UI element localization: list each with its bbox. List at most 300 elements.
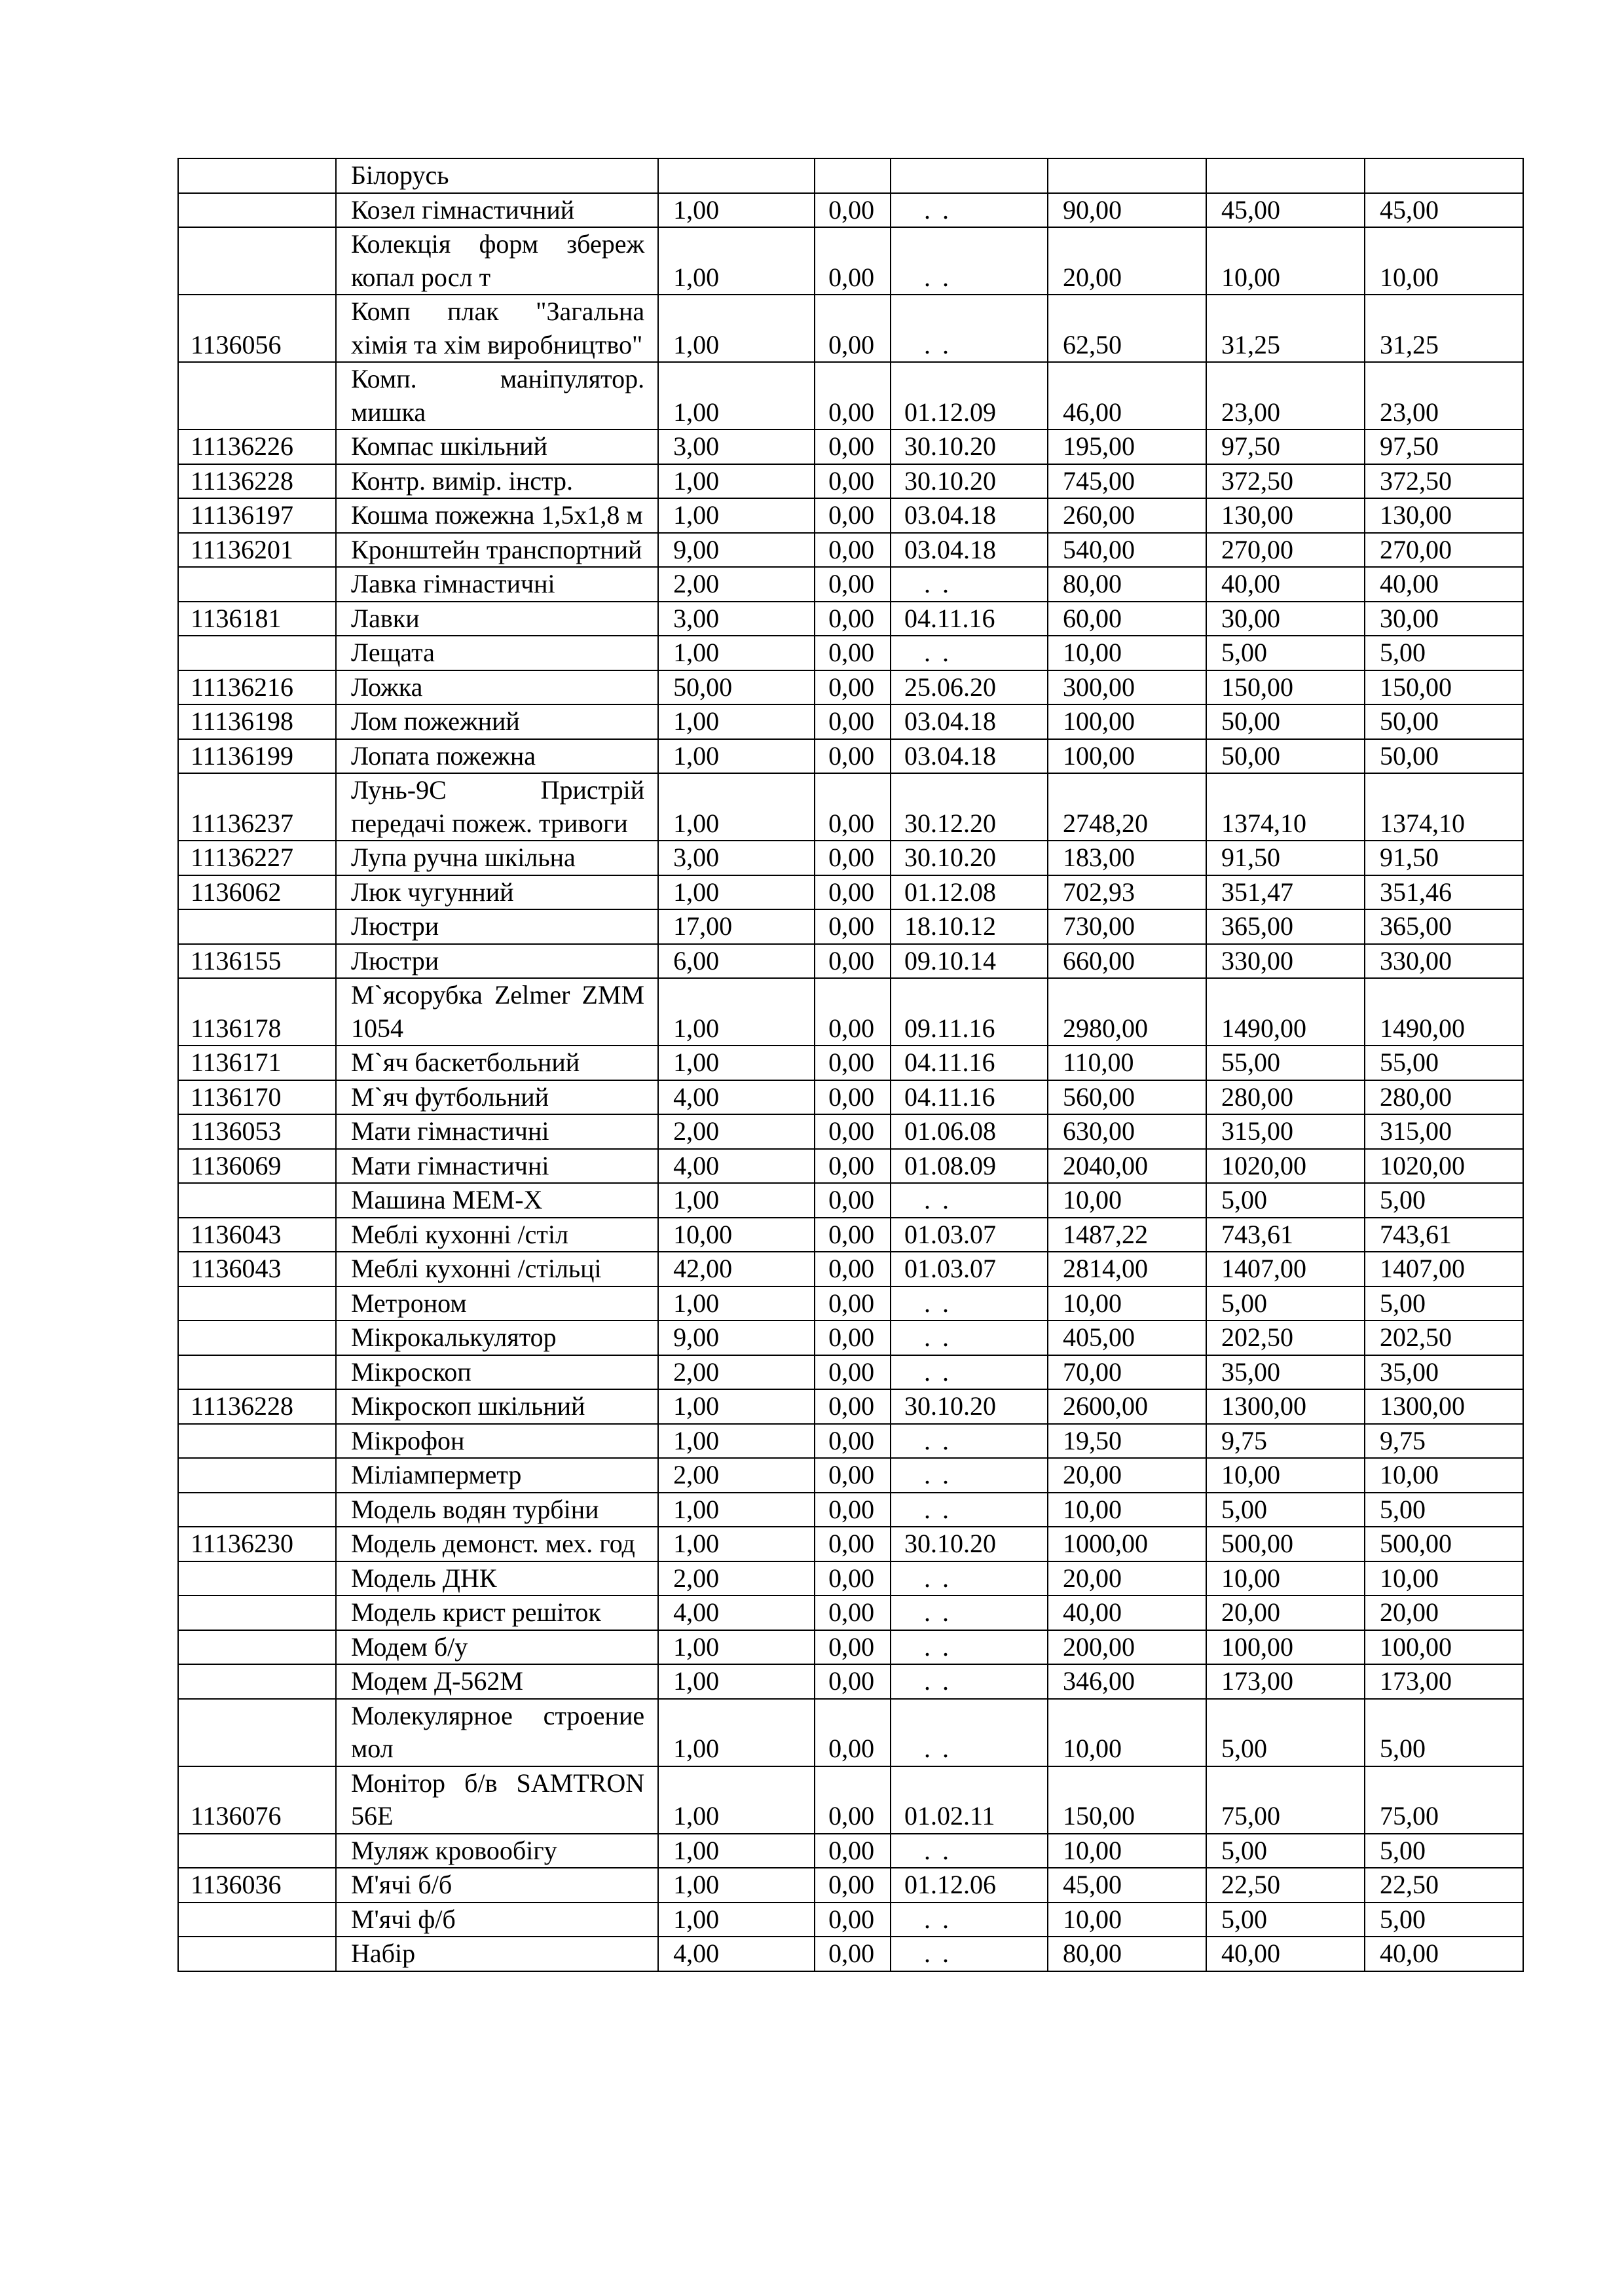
quantity-2-cell: 0,00	[815, 429, 891, 464]
table-row	[178, 1664, 1523, 1699]
quantity-2-cell: 0,00	[815, 533, 891, 568]
item-name-cell: Машина МЕМ-Х	[336, 1183, 658, 1218]
date-cell: . .	[891, 1561, 1048, 1596]
quantity-2-cell: 0,00	[815, 1903, 891, 1937]
amount-cell: 20,00	[1048, 1458, 1206, 1493]
amount-balance-cell: 372,50	[1365, 464, 1523, 499]
quantity-cell: 1,00	[658, 978, 815, 1046]
amount-cell: 1487,22	[1048, 1218, 1206, 1252]
quantity-2-cell: 0,00	[815, 1149, 891, 1184]
amount-half-cell: 270,00	[1206, 533, 1365, 568]
amount-half-cell: 91,50	[1206, 841, 1365, 875]
amount-half-cell: 5,00	[1206, 636, 1365, 670]
date-cell: . .	[891, 1286, 1048, 1321]
inventory-number-cell	[178, 193, 336, 228]
quantity-cell: 1,00	[658, 1527, 815, 1561]
amount-cell: 80,00	[1048, 567, 1206, 602]
quantity-2-cell: 0,00	[815, 1595, 891, 1630]
amount-balance-cell: 1490,00	[1365, 978, 1523, 1046]
inventory-number-cell	[178, 1183, 336, 1218]
amount-half-cell: 5,00	[1206, 1286, 1365, 1321]
amount-balance-cell	[1365, 158, 1523, 193]
quantity-2-cell: 0,00	[815, 1699, 891, 1766]
item-name-cell: Лунь-9С Пристрій передачі пожеж. тривоги	[336, 773, 658, 841]
quantity-2-cell: 0,00	[815, 1080, 891, 1115]
amount-cell: 20,00	[1048, 1561, 1206, 1596]
amount-cell: 10,00	[1048, 1834, 1206, 1868]
amount-cell: 540,00	[1048, 533, 1206, 568]
inventory-number-cell: 1136171	[178, 1046, 336, 1080]
item-name-cell: Компас шкільний	[336, 429, 658, 464]
amount-balance-cell: 10,00	[1365, 227, 1523, 295]
quantity-2-cell: 0,00	[815, 909, 891, 944]
inventory-number-cell	[178, 1630, 336, 1665]
quantity-2-cell: 0,00	[815, 1868, 891, 1903]
amount-half-cell: 97,50	[1206, 429, 1365, 464]
item-name-cell: Муляж кровообігу	[336, 1834, 658, 1868]
quantity-cell: 1,00	[658, 875, 815, 910]
date-cell: . .	[891, 1493, 1048, 1527]
quantity-2-cell: 0,00	[815, 978, 891, 1046]
date-cell: 18.10.12	[891, 909, 1048, 944]
date-cell: 01.03.07	[891, 1218, 1048, 1252]
date-cell: . .	[891, 1595, 1048, 1630]
item-name-cell: Лопата пожежна	[336, 739, 658, 774]
inventory-number-cell: 1136076	[178, 1766, 336, 1834]
amount-half-cell: 31,25	[1206, 295, 1365, 362]
inventory-number-cell: 1136043	[178, 1252, 336, 1286]
inventory-number-cell	[178, 567, 336, 602]
inventory-number-cell: 1136043	[178, 1218, 336, 1252]
quantity-2-cell: 0,00	[815, 1493, 891, 1527]
amount-cell: 70,00	[1048, 1355, 1206, 1390]
quantity-2-cell: 0,00	[815, 1218, 891, 1252]
amount-balance-cell: 743,61	[1365, 1218, 1523, 1252]
quantity-cell: 1,00	[658, 1664, 815, 1699]
amount-half-cell: 743,61	[1206, 1218, 1365, 1252]
item-name-cell: Меблі кухонні /стільці	[336, 1252, 658, 1286]
date-cell: 04.11.16	[891, 602, 1048, 636]
amount-cell: 20,00	[1048, 227, 1206, 295]
amount-half-cell: 365,00	[1206, 909, 1365, 944]
amount-half-cell: 35,00	[1206, 1355, 1365, 1390]
item-name-cell: Мікроскоп	[336, 1355, 658, 1390]
inventory-number-cell: 1136181	[178, 602, 336, 636]
table-row	[178, 1424, 1523, 1459]
item-name-cell: Монітор б/в SAMTRON 56E	[336, 1766, 658, 1834]
inventory-number-cell: 11136237	[178, 773, 336, 841]
amount-half-cell: 5,00	[1206, 1183, 1365, 1218]
inventory-number-cell	[178, 1561, 336, 1596]
quantity-cell: 1,00	[658, 464, 815, 499]
amount-balance-cell: 50,00	[1365, 739, 1523, 774]
table-row	[178, 1766, 1523, 1834]
amount-balance-cell: 1374,10	[1365, 773, 1523, 841]
quantity-cell: 2,00	[658, 1458, 815, 1493]
quantity-cell: 3,00	[658, 602, 815, 636]
item-name-cell: Мати гімнастичні	[336, 1114, 658, 1149]
inventory-number-cell: 1136036	[178, 1868, 336, 1903]
quantity-2-cell: 0,00	[815, 875, 891, 910]
table-row	[178, 670, 1523, 705]
quantity-cell: 4,00	[658, 1149, 815, 1184]
amount-balance-cell: 40,00	[1365, 1937, 1523, 1971]
quantity-cell: 1,00	[658, 1868, 815, 1903]
table-row	[178, 227, 1523, 295]
date-cell: . .	[891, 636, 1048, 670]
table-row	[178, 1149, 1523, 1184]
quantity-cell: 3,00	[658, 429, 815, 464]
quantity-2-cell: 0,00	[815, 1424, 891, 1459]
amount-cell: 100,00	[1048, 739, 1206, 774]
amount-cell: 660,00	[1048, 944, 1206, 979]
amount-half-cell: 40,00	[1206, 1937, 1365, 1971]
amount-half-cell: 10,00	[1206, 227, 1365, 295]
table-row	[178, 739, 1523, 774]
quantity-2-cell: 0,00	[815, 704, 891, 739]
item-name-cell: Лом пожежний	[336, 704, 658, 739]
amount-half-cell: 100,00	[1206, 1630, 1365, 1665]
amount-half-cell: 50,00	[1206, 739, 1365, 774]
amount-balance-cell: 75,00	[1365, 1766, 1523, 1834]
amount-balance-cell: 10,00	[1365, 1561, 1523, 1596]
amount-cell: 405,00	[1048, 1321, 1206, 1355]
item-name-cell: Меблі кухонні /стіл	[336, 1218, 658, 1252]
date-cell: 01.03.07	[891, 1252, 1048, 1286]
inventory-number-cell	[178, 1699, 336, 1766]
inventory-number-cell: 1136056	[178, 295, 336, 362]
amount-half-cell: 150,00	[1206, 670, 1365, 705]
amount-balance-cell: 97,50	[1365, 429, 1523, 464]
inventory-number-cell: 1136053	[178, 1114, 336, 1149]
date-cell: 09.11.16	[891, 978, 1048, 1046]
quantity-cell: 1,00	[658, 227, 815, 295]
date-cell: . .	[891, 227, 1048, 295]
date-cell: . .	[891, 1937, 1048, 1971]
table-row	[178, 909, 1523, 944]
amount-balance-cell: 270,00	[1365, 533, 1523, 568]
amount-cell: 10,00	[1048, 636, 1206, 670]
amount-cell: 183,00	[1048, 841, 1206, 875]
table-row	[178, 875, 1523, 910]
amount-cell: 2814,00	[1048, 1252, 1206, 1286]
inventory-number-cell: 11136197	[178, 498, 336, 533]
amount-half-cell: 5,00	[1206, 1903, 1365, 1937]
table-row	[178, 1699, 1523, 1766]
date-cell: 01.12.09	[891, 362, 1048, 429]
quantity-cell: 2,00	[658, 1355, 815, 1390]
item-name-cell: Контр. вимір. інстр.	[336, 464, 658, 499]
date-cell: . .	[891, 1664, 1048, 1699]
table-row	[178, 464, 1523, 499]
amount-cell: 2600,00	[1048, 1389, 1206, 1424]
amount-half-cell: 1374,10	[1206, 773, 1365, 841]
amount-balance-cell: 500,00	[1365, 1527, 1523, 1561]
amount-balance-cell: 45,00	[1365, 193, 1523, 228]
table-row	[178, 1252, 1523, 1286]
table-row	[178, 1321, 1523, 1355]
item-name-cell: Кронштейн транспортний	[336, 533, 658, 568]
quantity-cell: 10,00	[658, 1218, 815, 1252]
date-cell: 30.10.20	[891, 429, 1048, 464]
amount-cell: 40,00	[1048, 1595, 1206, 1630]
amount-half-cell: 130,00	[1206, 498, 1365, 533]
date-cell: 01.12.06	[891, 1868, 1048, 1903]
date-cell: 03.04.18	[891, 704, 1048, 739]
date-cell: 01.12.08	[891, 875, 1048, 910]
inventory-table	[177, 158, 1524, 1972]
amount-balance-cell: 35,00	[1365, 1355, 1523, 1390]
amount-balance-cell: 31,25	[1365, 295, 1523, 362]
amount-balance-cell: 5,00	[1365, 1903, 1523, 1937]
quantity-2-cell: 0,00	[815, 498, 891, 533]
quantity-cell: 1,00	[658, 498, 815, 533]
amount-cell: 745,00	[1048, 464, 1206, 499]
amount-cell: 45,00	[1048, 1868, 1206, 1903]
item-name-cell: Метроном	[336, 1286, 658, 1321]
amount-balance-cell: 315,00	[1365, 1114, 1523, 1149]
date-cell: 03.04.18	[891, 533, 1048, 568]
amount-half-cell: 500,00	[1206, 1527, 1365, 1561]
date-cell: . .	[891, 193, 1048, 228]
amount-half-cell: 30,00	[1206, 602, 1365, 636]
amount-half-cell: 55,00	[1206, 1046, 1365, 1080]
table-row	[178, 1630, 1523, 1665]
amount-balance-cell: 202,50	[1365, 1321, 1523, 1355]
quantity-cell: 4,00	[658, 1595, 815, 1630]
amount-cell: 702,93	[1048, 875, 1206, 910]
inventory-number-cell	[178, 1355, 336, 1390]
amount-balance-cell: 1020,00	[1365, 1149, 1523, 1184]
amount-half-cell: 202,50	[1206, 1321, 1365, 1355]
quantity-2-cell: 0,00	[815, 1937, 891, 1971]
amount-half-cell: 23,00	[1206, 362, 1365, 429]
amount-cell: 90,00	[1048, 193, 1206, 228]
date-cell: . .	[891, 1183, 1048, 1218]
amount-half-cell: 1490,00	[1206, 978, 1365, 1046]
table-row	[178, 773, 1523, 841]
inventory-number-cell: 11136227	[178, 841, 336, 875]
amount-half-cell: 1407,00	[1206, 1252, 1365, 1286]
amount-cell: 19,50	[1048, 1424, 1206, 1459]
quantity-cell: 1,00	[658, 636, 815, 670]
table-row	[178, 1389, 1523, 1424]
amount-half-cell: 5,00	[1206, 1834, 1365, 1868]
quantity-2-cell: 0,00	[815, 636, 891, 670]
inventory-number-cell	[178, 1321, 336, 1355]
amount-cell: 80,00	[1048, 1937, 1206, 1971]
table-row	[178, 636, 1523, 670]
item-name-cell: Мати гімнастичні	[336, 1149, 658, 1184]
quantity-2-cell: 0,00	[815, 1355, 891, 1390]
quantity-2-cell: 0,00	[815, 1834, 891, 1868]
date-cell: . .	[891, 295, 1048, 362]
quantity-cell: 3,00	[658, 841, 815, 875]
inventory-number-cell	[178, 1595, 336, 1630]
quantity-cell: 1,00	[658, 1046, 815, 1080]
amount-cell: 195,00	[1048, 429, 1206, 464]
amount-balance-cell: 9,75	[1365, 1424, 1523, 1459]
inventory-number-cell: 11136228	[178, 464, 336, 499]
amount-balance-cell: 23,00	[1365, 362, 1523, 429]
quantity-2-cell: 0,00	[815, 1183, 891, 1218]
quantity-2-cell: 0,00	[815, 1046, 891, 1080]
item-name-cell: Молекулярное строение мол	[336, 1699, 658, 1766]
date-cell: 09.10.14	[891, 944, 1048, 979]
amount-balance-cell: 100,00	[1365, 1630, 1523, 1665]
item-name-cell: Мікрокалькулятор	[336, 1321, 658, 1355]
amount-cell: 630,00	[1048, 1114, 1206, 1149]
amount-cell: 560,00	[1048, 1080, 1206, 1115]
amount-balance-cell: 5,00	[1365, 1699, 1523, 1766]
quantity-cell: 1,00	[658, 1699, 815, 1766]
date-cell: 30.12.20	[891, 773, 1048, 841]
date-cell: . .	[891, 1699, 1048, 1766]
amount-cell: 2040,00	[1048, 1149, 1206, 1184]
amount-cell: 110,00	[1048, 1046, 1206, 1080]
table-row	[178, 429, 1523, 464]
quantity-cell	[658, 158, 815, 193]
amount-half-cell: 50,00	[1206, 704, 1365, 739]
date-cell: . .	[891, 567, 1048, 602]
quantity-2-cell: 0,00	[815, 464, 891, 499]
quantity-cell: 1,00	[658, 1630, 815, 1665]
table-row	[178, 944, 1523, 979]
table-row	[178, 1355, 1523, 1390]
item-name-cell: Модем Д-562М	[336, 1664, 658, 1699]
table-row	[178, 1937, 1523, 1971]
inventory-number-cell	[178, 1937, 336, 1971]
amount-half-cell: 10,00	[1206, 1458, 1365, 1493]
inventory-number-cell: 1136155	[178, 944, 336, 979]
amount-half-cell: 9,75	[1206, 1424, 1365, 1459]
amount-half-cell: 75,00	[1206, 1766, 1365, 1834]
quantity-2-cell: 0,00	[815, 1766, 891, 1834]
amount-balance-cell: 150,00	[1365, 670, 1523, 705]
amount-cell: 150,00	[1048, 1766, 1206, 1834]
quantity-cell: 1,00	[658, 773, 815, 841]
item-name-cell: Міліамперметр	[336, 1458, 658, 1493]
quantity-cell: 9,00	[658, 533, 815, 568]
amount-half-cell: 1020,00	[1206, 1149, 1365, 1184]
amount-cell: 730,00	[1048, 909, 1206, 944]
item-name-cell: М`яч футбольний	[336, 1080, 658, 1115]
item-name-cell: Лещата	[336, 636, 658, 670]
amount-balance-cell: 5,00	[1365, 636, 1523, 670]
inventory-table-body	[178, 158, 1523, 1971]
table-row	[178, 1527, 1523, 1561]
date-cell: 30.10.20	[891, 1389, 1048, 1424]
item-name-cell: Ложка	[336, 670, 658, 705]
amount-balance-cell: 1407,00	[1365, 1252, 1523, 1286]
amount-cell: 60,00	[1048, 602, 1206, 636]
quantity-cell: 1,00	[658, 1766, 815, 1834]
inventory-number-cell: 11136228	[178, 1389, 336, 1424]
amount-half-cell	[1206, 158, 1365, 193]
quantity-2-cell: 0,00	[815, 1561, 891, 1596]
quantity-2-cell: 0,00	[815, 1252, 891, 1286]
quantity-2-cell: 0,00	[815, 841, 891, 875]
table-row	[178, 567, 1523, 602]
quantity-2-cell: 0,00	[815, 295, 891, 362]
item-name-cell: М`ясорубка Zelmer ZMM 1054	[336, 978, 658, 1046]
table-row	[178, 1218, 1523, 1252]
table-row	[178, 841, 1523, 875]
table-row	[178, 1834, 1523, 1868]
quantity-cell: 50,00	[658, 670, 815, 705]
item-name-cell: Мікроскоп шкільний	[336, 1389, 658, 1424]
quantity-2-cell	[815, 158, 891, 193]
amount-cell: 200,00	[1048, 1630, 1206, 1665]
amount-half-cell: 372,50	[1206, 464, 1365, 499]
item-name-cell: М'ячі ф/б	[336, 1903, 658, 1937]
item-name-cell: Козел гімнастичний	[336, 193, 658, 228]
table-row	[178, 602, 1523, 636]
amount-half-cell: 22,50	[1206, 1868, 1365, 1903]
amount-half-cell: 5,00	[1206, 1699, 1365, 1766]
amount-balance-cell: 55,00	[1365, 1046, 1523, 1080]
table-row	[178, 704, 1523, 739]
amount-cell: 10,00	[1048, 1286, 1206, 1321]
quantity-cell: 9,00	[658, 1321, 815, 1355]
amount-balance-cell: 30,00	[1365, 602, 1523, 636]
amount-balance-cell: 10,00	[1365, 1458, 1523, 1493]
amount-balance-cell: 91,50	[1365, 841, 1523, 875]
amount-half-cell: 5,00	[1206, 1493, 1365, 1527]
date-cell: . .	[891, 1321, 1048, 1355]
inventory-number-cell	[178, 227, 336, 295]
item-name-cell: М`яч баскетбольний	[336, 1046, 658, 1080]
quantity-cell: 1,00	[658, 1834, 815, 1868]
item-name-cell: Білорусь	[336, 158, 658, 193]
quantity-2-cell: 0,00	[815, 227, 891, 295]
inventory-number-cell: 11136230	[178, 1527, 336, 1561]
quantity-cell: 1,00	[658, 1286, 815, 1321]
table-row	[178, 1046, 1523, 1080]
quantity-2-cell: 0,00	[815, 193, 891, 228]
table-row	[178, 1080, 1523, 1115]
inventory-number-cell	[178, 1834, 336, 1868]
inventory-number-cell	[178, 1424, 336, 1459]
amount-half-cell: 330,00	[1206, 944, 1365, 979]
date-cell	[891, 158, 1048, 193]
inventory-number-cell	[178, 909, 336, 944]
inventory-number-cell: 11136198	[178, 704, 336, 739]
item-name-cell: Комп. маніпулятор. мишка	[336, 362, 658, 429]
amount-cell: 46,00	[1048, 362, 1206, 429]
inventory-number-cell: 1136178	[178, 978, 336, 1046]
table-row	[178, 193, 1523, 228]
item-name-cell: Лупа ручна шкільна	[336, 841, 658, 875]
table-row	[178, 1458, 1523, 1493]
inventory-number-cell: 1136069	[178, 1149, 336, 1184]
quantity-2-cell: 0,00	[815, 567, 891, 602]
amount-half-cell: 173,00	[1206, 1664, 1365, 1699]
amount-half-cell: 1300,00	[1206, 1389, 1365, 1424]
quantity-2-cell: 0,00	[815, 739, 891, 774]
table-row	[178, 1493, 1523, 1527]
table-row	[178, 1183, 1523, 1218]
item-name-cell: Люстри	[336, 909, 658, 944]
item-name-cell: Модем б/у	[336, 1630, 658, 1665]
quantity-cell: 1,00	[658, 193, 815, 228]
amount-cell: 2748,20	[1048, 773, 1206, 841]
table-row	[178, 1286, 1523, 1321]
quantity-2-cell: 0,00	[815, 1527, 891, 1561]
table-row	[178, 1595, 1523, 1630]
amount-half-cell: 351,47	[1206, 875, 1365, 910]
inventory-number-cell: 11136201	[178, 533, 336, 568]
